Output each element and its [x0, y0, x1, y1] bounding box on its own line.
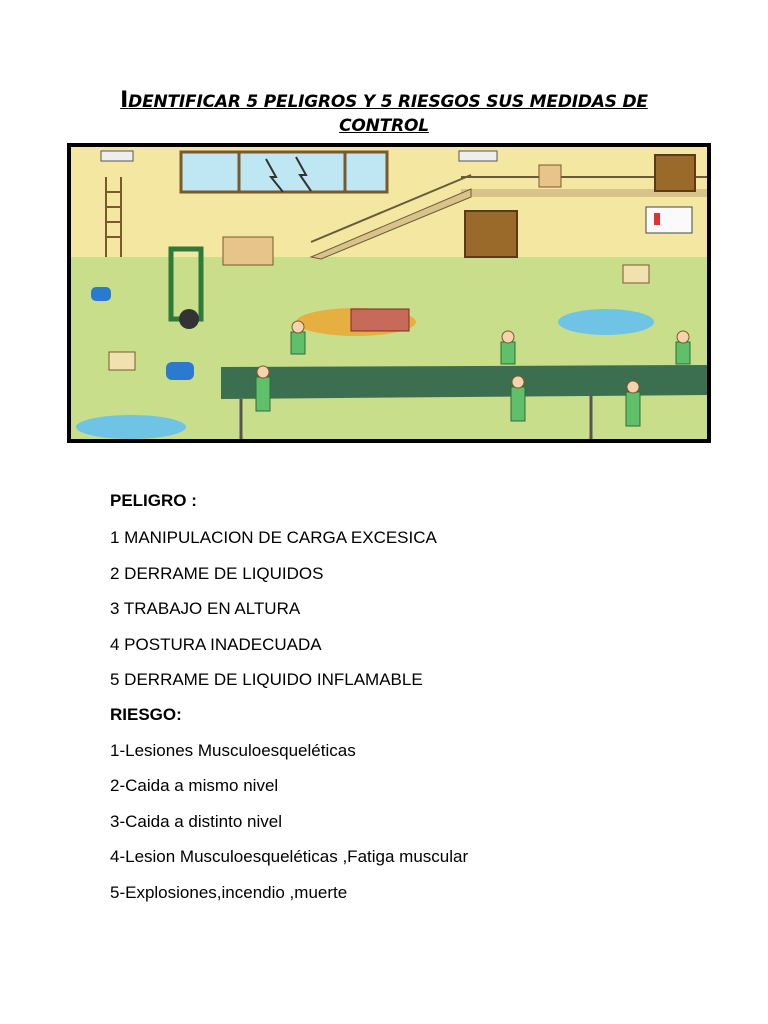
- peligro-heading: PELIGRO :: [110, 491, 197, 510]
- riesgo-item: 3-Caida a distinto nivel: [110, 812, 282, 831]
- riesgo-item: 5-Explosiones,incendio ,muerte: [110, 883, 348, 902]
- riesgo-heading: RIESGO:: [110, 705, 182, 724]
- page-title-line-1: [0, 88, 768, 113]
- peligro-item: 3 TRABAJO EN ALTURA: [110, 599, 301, 618]
- title-rest: DENTIFICAR 5 PELIGROS Y 5 RIESGOS SUS MEDIDAS DE: [128, 92, 648, 112]
- peligro-item: 2 DERRAME DE LIQUIDOS: [110, 564, 324, 583]
- peligro-item: 5 DERRAME DE LIQUIDO INFLAMABLE: [110, 670, 423, 689]
- workplace-hazards-illustration: [67, 143, 711, 443]
- page-title-line-2: CONTROL: [339, 116, 429, 136]
- peligro-item: 1 MANIPULACION DE CARGA EXCESICA: [110, 528, 437, 547]
- window-icon: [181, 152, 387, 192]
- riesgo-item: 2-Caida a mismo nivel: [110, 776, 279, 795]
- title-initial: I: [120, 88, 129, 113]
- riesgo-item: 1-Lesiones Musculoesqueléticas: [110, 741, 356, 760]
- peligro-item: 4 POSTURA INADECUADA: [110, 635, 322, 654]
- riesgo-item: 4-Lesion Musculoesqueléticas ,Fatiga muscular: [110, 847, 469, 866]
